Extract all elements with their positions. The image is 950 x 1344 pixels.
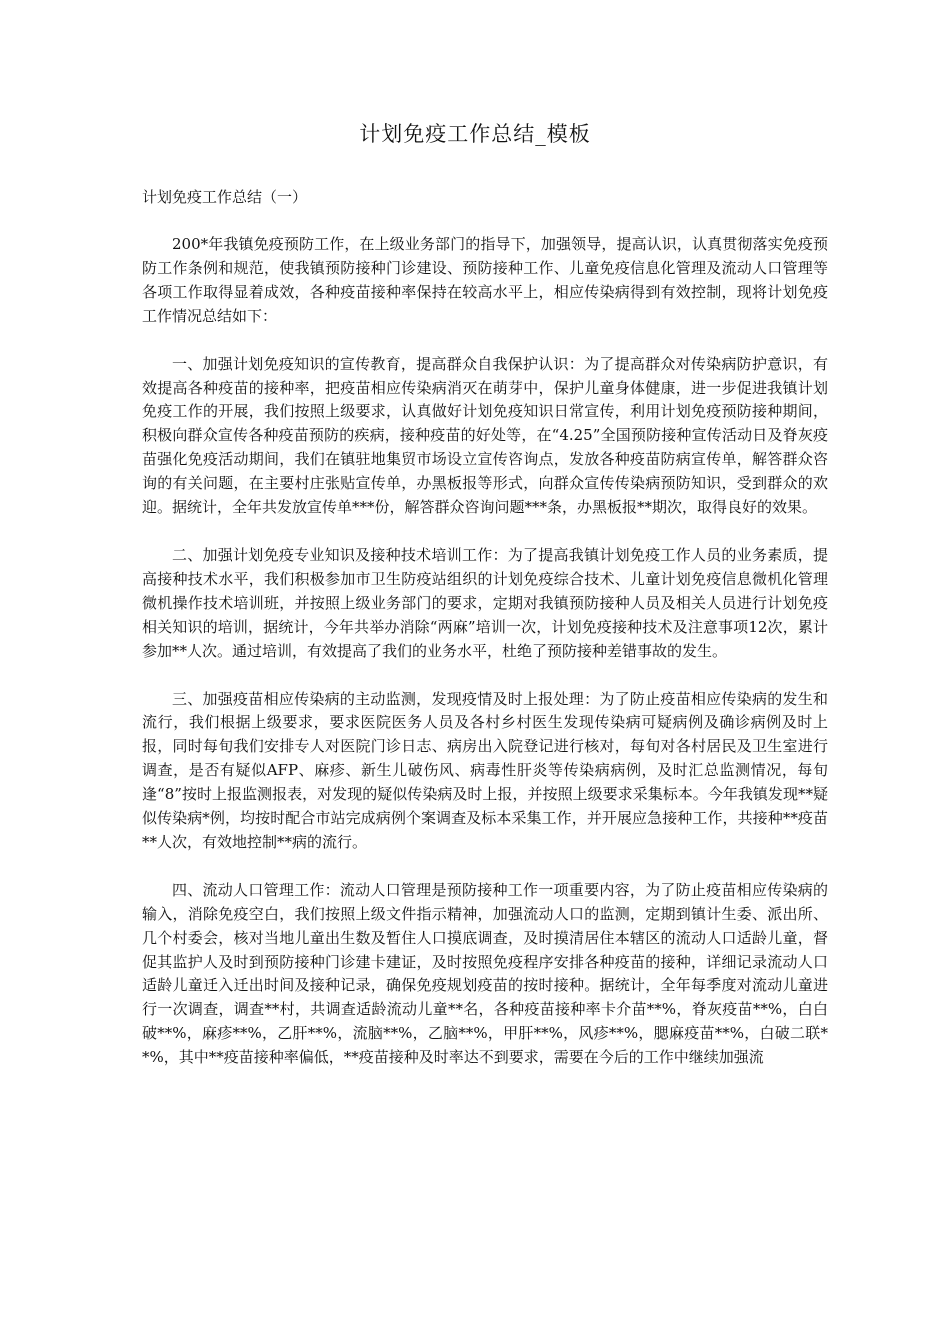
paragraph-monitoring: 三、加强疫苗相应传染病的主动监测，发现疫情及时上报处理：为了防止疫苗相应传染病的发生和流行，我们根据上级要求，要求医院医务人员及各村乡村医生发现传染病可疑病例及确诊病例及时上报，同时每旬我们安排专人对医院门诊日志、病房出入院登记进行核对，每旬对各村居民及卫生室进行调查，是否有疑似AFP、麻疹、新生儿破伤风、病毒性肝炎等传染病病例，及时汇总监测情况，每旬逢“8”按时上报监测报表，对发现的疑似传染病及时上报，并按照上级要求采集标本。今年我镇发现**疑似传染病*例，均按时配合市站完成病例个案调查及标本采集工作，并开展应急接种工作，共接种**疫苗**人次，有效地控制**病的流行。 xyxy=(142,689,828,851)
paragraph-intro: 200*年我镇免疫预防工作，在上级业务部门的指导下，加强领导，提高认识，认真贯彻落实免疫预防工作条例和规范，使我镇预防接种门诊建设、预防接种工作、儿童免疫信息化管理及流动人口管理等各项工作取得显着成效，各种疫苗接种率保持在较高水平上，相应传染病得到有效控制，现将计划免疫工作情况总结如下： xyxy=(142,235,828,325)
paragraph-training: 二、加强计划免疫专业知识及接种技术培训工作：为了提高我镇计划免疫工作人员的业务素质，提高接种技术水平，我们积极参加市卫生防疫站组织的计划免疫综合技术、儿童计划免疫信息微机化管理微机操作技术培训班，并按照上级业务部门的要求，定期对我镇预防接种人员及相关人员进行计划免疫相关知识的培训，据统计，今年共举办消除“两麻”培训一次，计划免疫接种技术及注意事项12次，累计参加**人次。通过培训，有效提高了我们的业务水平，杜绝了预防接种差错事故的发生。 xyxy=(142,545,828,660)
section-heading: 计划免疫工作总结（一） xyxy=(142,188,308,206)
document-title: 计划免疫工作总结_模板 xyxy=(359,122,591,146)
document-body xyxy=(142,233,828,1094)
paragraph-publicity: 一、加强计划免疫知识的宣传教育，提高群众自我保护认识：为了提高群众对传染病防护意识，有效提高各种疫苗的接种率，把疫苗相应传染病消灭在萌芽中，保护儿童身体健康，进一步促进我镇计划免疫工作的开展，我们按照上级要求，认真做好计划免疫知识日常宣传，利用计划免疫预防接种期间，积极向群众宣传各种疫苗预防的疾病，接种疫苗的好处等，在“4.25”全国预防接种宣传活动日及脊灰疫苗强化免疫活动期间，我们在镇驻地集贸市场设立宣传咨询点，发放各种疫苗防病宣传单，解答群众咨询的有关问题，在主要村庄张贴宣传单，办黑板报等形式，向群众宣传传染病预防知识，受到群众的欢迎。据统计，全年共发放宣传单***份，解答群众咨询问题***条，办黑板报**期次，取得良好的效果。 xyxy=(142,354,828,517)
paragraph-floating-population: 四、流动人口管理工作：流动人口管理是预防接种工作一项重要内容，为了防止疫苗相应传染病的输入，消除免疫空白，我们按照上级文件指示精神，加强流动人口的监测，定期到镇计生委、派出所、几个村委会，核对当地儿童出生数及暂住人口摸底调查，及时摸清居住本辖区的流动人口适龄儿童，督促其监护人及时到预防接种门诊建卡建证，及时按照免疫程序安排各种疫苗的接种，详细记录流动人口适龄儿童迁入迁出时间及接种记录，确保免疫规划疫苗的按时接种。据统计，全年每季度对流动儿童进行一次调查，调查**村，共调查适龄流动儿童**名，各种疫苗接种率卡介苗**%，脊灰疫苗**%，白白破**%，麻疹**%，乙肝**%，流脑**%，乙脑**%，甲肝**%，风疹**%，腮麻疫苗**%，白破二联**%，其中**疫苗接种率偏低，**疫苗接种及时率达不到要求，需要在今后的工作中继续加强流 xyxy=(142,880,828,1067)
